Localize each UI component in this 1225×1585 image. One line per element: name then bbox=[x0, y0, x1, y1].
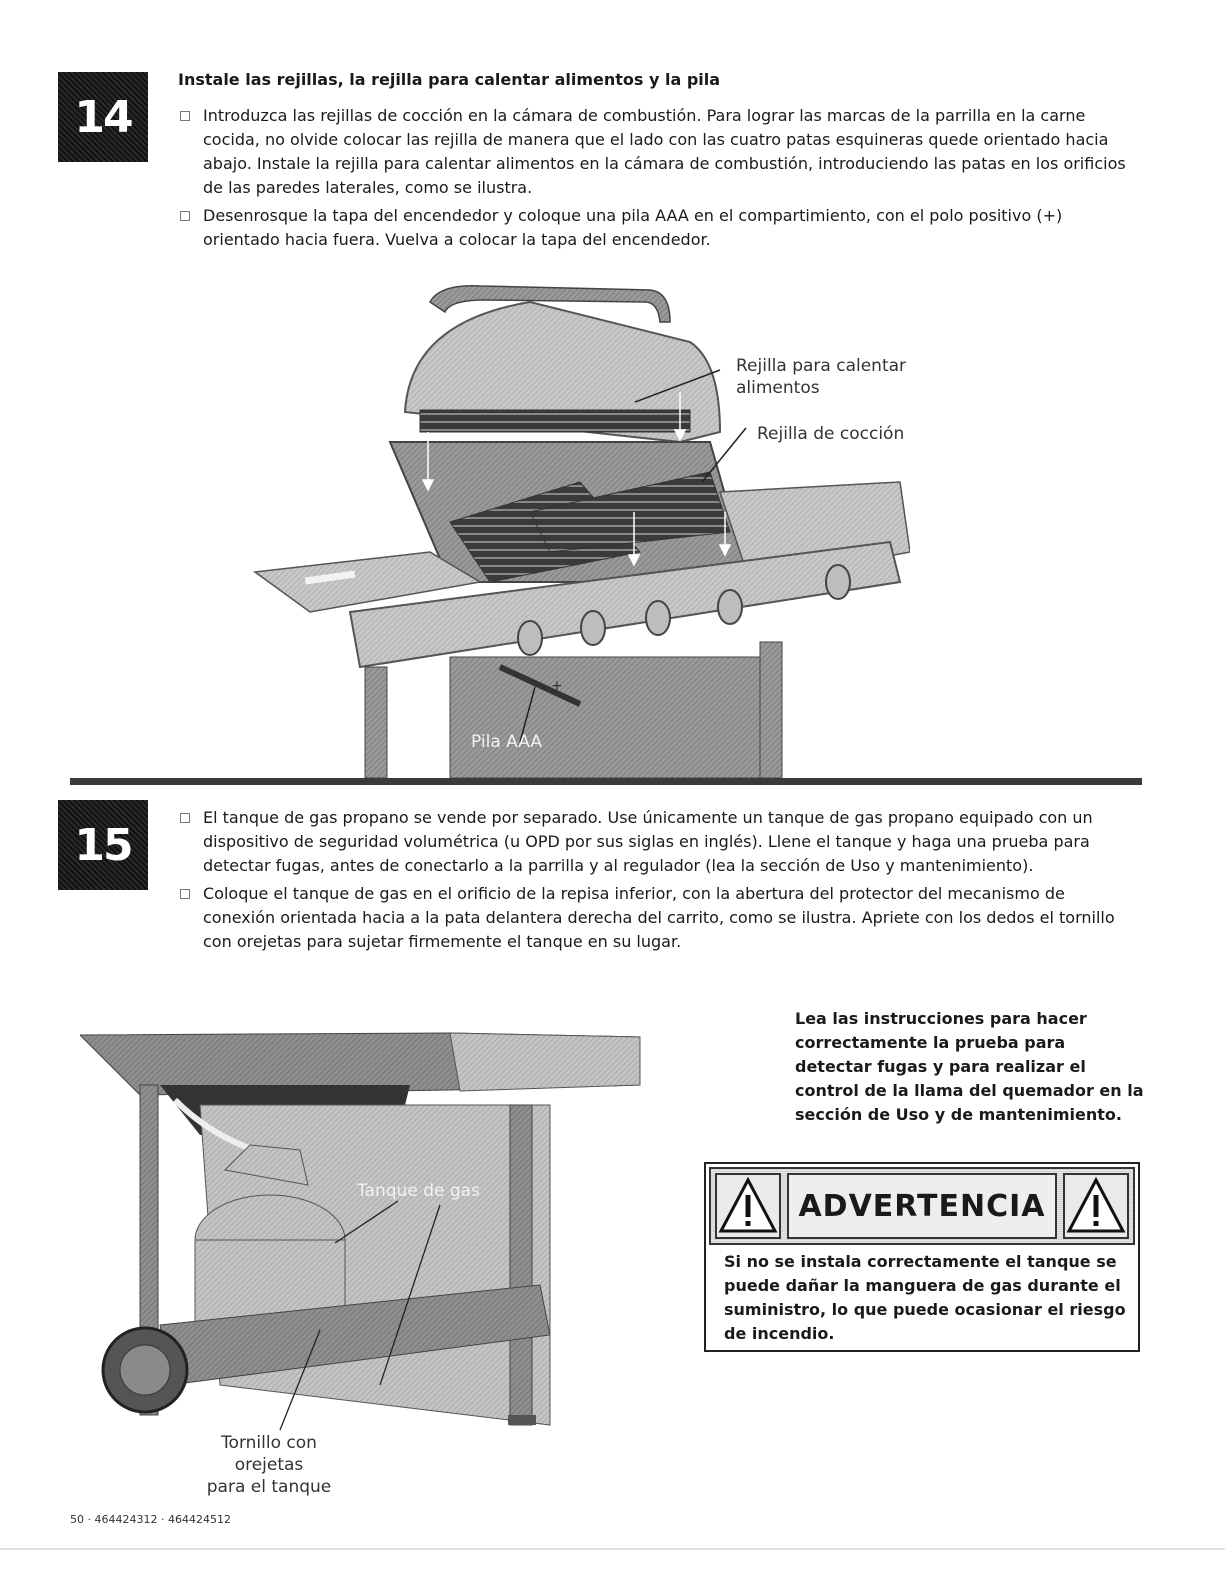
warming-rack-label-line-2: alimentos bbox=[736, 378, 820, 398]
step-14-title: Instale las rejillas, la rejilla para calentar alimentos y la pila bbox=[178, 70, 721, 89]
wing-screw-label bbox=[194, 1432, 344, 1498]
wing-screw-label-line-2: para el tanque bbox=[206, 1477, 332, 1497]
step-15-bullet-2 bbox=[178, 882, 1142, 954]
gas-tank-label: Tanque de gas bbox=[357, 1181, 480, 1201]
step-15-bullet-2-text: Coloque el tanque de gas en el orificio de la repisa inferior, con la abertura del protector del mecanismo de conexión orientada hacia a la pata delantera derecha del carrito, como se ilustra. Apriete con los dedos el tornillo con orejetas para sujetar firmemente el tanque en su lugar. bbox=[203, 884, 1115, 951]
step-14-bullet-1-text: Introduzca las rejillas de cocción en la cámara de combustión. Para lograr las marcas de la parrilla en la carne cocida, no olvide colocar las rejilla de manera que el lado con las cuatro patas esquineras quede orientado hacia abajo. Instale la rejilla para calentar alimentos en la cámara de combustión, introduciendo las patas en los orificios de las paredes laterales, como se ilustra. bbox=[203, 106, 1126, 197]
step-14-badge bbox=[58, 72, 148, 162]
step-15-instructions bbox=[178, 806, 1142, 958]
step-14-bullet-1 bbox=[178, 104, 1138, 200]
section-divider bbox=[70, 778, 1142, 785]
step-15-number: 15 bbox=[74, 819, 132, 871]
warming-rack-label bbox=[736, 355, 906, 399]
warning-text: Si no se instala correctamente el tanque se puede dañar la manguera de gas durante el suministro, lo que puede ocasionar el riesgo de incendio. bbox=[724, 1252, 1126, 1343]
warning-box bbox=[704, 1162, 1140, 1352]
cooking-grate-label: Rejilla de cocción bbox=[757, 424, 905, 444]
leak-test-note: Lea las instrucciones para hacer correctamente la prueba para detectar fugas y para realizar el control de la llama del quemador en la sección de Uso y de mantenimiento. bbox=[795, 1009, 1144, 1124]
warning-title: ADVERTENCIA bbox=[787, 1173, 1057, 1239]
warning-header bbox=[709, 1167, 1135, 1245]
checkbox-icon bbox=[180, 211, 190, 221]
warming-rack-label-line-1: Rejilla para calentar bbox=[736, 356, 907, 376]
warning-icon-box-left bbox=[715, 1173, 781, 1239]
page-footer: 50 · 464424312 · 464424512 bbox=[70, 1513, 231, 1526]
wing-screw-label-line-1: Tornillo con orejetas bbox=[221, 1433, 317, 1475]
checkbox-icon bbox=[180, 111, 190, 121]
checkbox-icon bbox=[180, 889, 190, 899]
step-15-bullet-1 bbox=[178, 806, 1142, 878]
warning-icon-box-right bbox=[1063, 1173, 1129, 1239]
step-14-number: 14 bbox=[74, 91, 132, 143]
step-14-bullet-2-text: Desenrosque la tapa del encendedor y coloque una pila AAA en el compartimiento, con el polo positivo (+) orientado hacia fuera. Vuelva a colocar la tapa del encendedor. bbox=[203, 206, 1063, 249]
step-14-instructions bbox=[178, 104, 1138, 256]
warning-triangle-icon bbox=[717, 1175, 779, 1237]
battery-plus-sign: + bbox=[551, 678, 563, 694]
step-15-badge bbox=[58, 800, 148, 890]
checkbox-icon bbox=[180, 813, 190, 823]
warning-triangle-icon bbox=[1065, 1175, 1127, 1237]
gas-tank-illustration bbox=[80, 1025, 670, 1455]
bottom-rule bbox=[0, 1548, 1225, 1550]
step-14-bullet-2 bbox=[178, 204, 1138, 252]
battery-label: Pila AAA bbox=[471, 732, 542, 752]
step-15-bullet-1-text: El tanque de gas propano se vende por separado. Use únicamente un tanque de gas propano equipado con un dispositivo de seguridad volumétrica (u OPD por sus siglas en inglés). Llene el tanque y haga una prueba para detectar fugas, antes de conectarlo a la parrilla y al regulador (lea la sección de Uso y mantenimiento). bbox=[203, 808, 1093, 875]
